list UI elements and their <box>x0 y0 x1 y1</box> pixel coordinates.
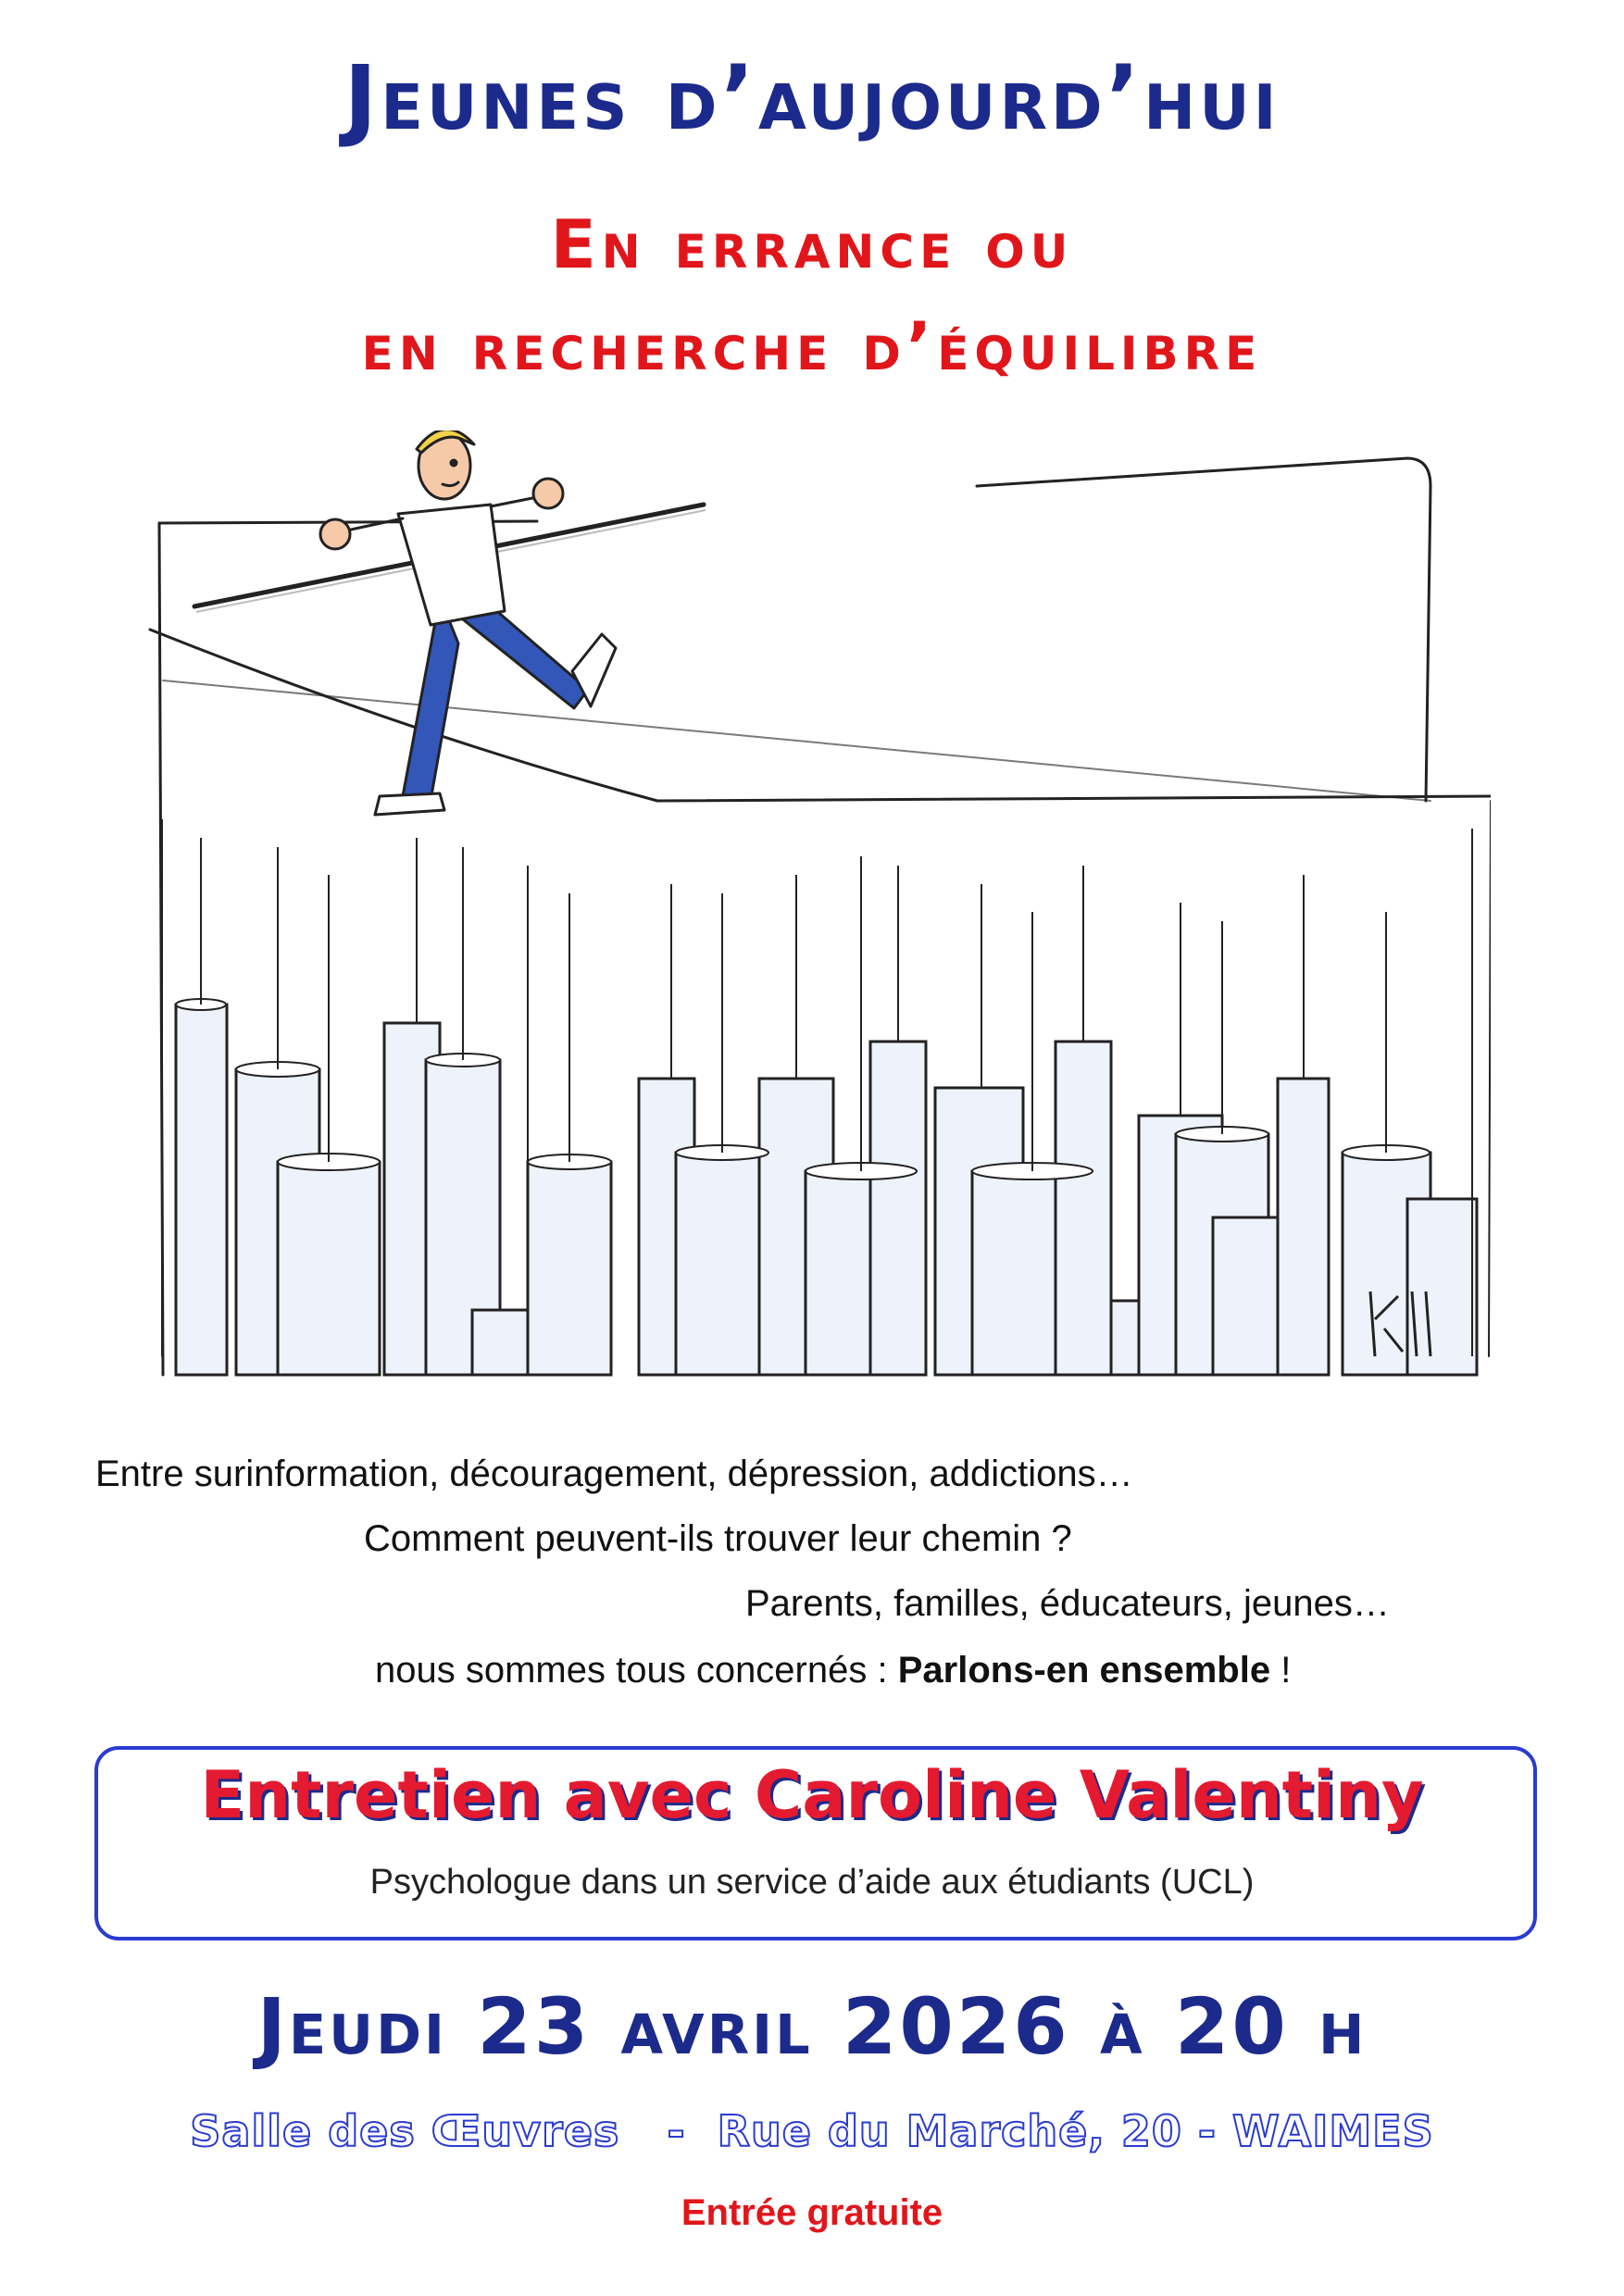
intro-line-4-emphasis: Parlons-en ensemble <box>897 1650 1271 1691</box>
intro-line-1: Entre surinformation, découragement, dépression, addictions… <box>95 1454 1133 1494</box>
event-admission: Entrée gratuite <box>681 2192 943 2233</box>
intro-line-3: Parents, familles, éducateurs, jeunes… <box>745 1583 1390 1624</box>
intro-line-4 <box>375 1650 1291 1691</box>
speaker-role: Psychologue dans un service d’aide aux étudiants (UCL) <box>369 1863 1255 1902</box>
intro-line-2: Comment peuvent-ils trouver leur chemin ? <box>364 1518 1072 1559</box>
poster-subtitle-line1: En errance ou <box>550 206 1074 283</box>
tightrope-walker-illustration <box>139 430 1491 1416</box>
event-venue: Salle des Œuvres - Rue du Marché, 20 - WAIMES <box>190 2106 1434 2156</box>
poster-subtitle-line2: en recherche d’équilibre <box>361 307 1263 385</box>
poster-title: Jeunes d’aujourd’hui <box>344 46 1280 150</box>
intro-line-4-suffix: ! <box>1270 1650 1292 1691</box>
intro-line-4-prefix: nous sommes tous concernés : <box>375 1650 898 1691</box>
speaker-name: Entretien avec Caroline Valentiny <box>200 1757 1424 1833</box>
event-date-time: Jeudi 23 avril 2026 à 20 h <box>256 1981 1368 2072</box>
